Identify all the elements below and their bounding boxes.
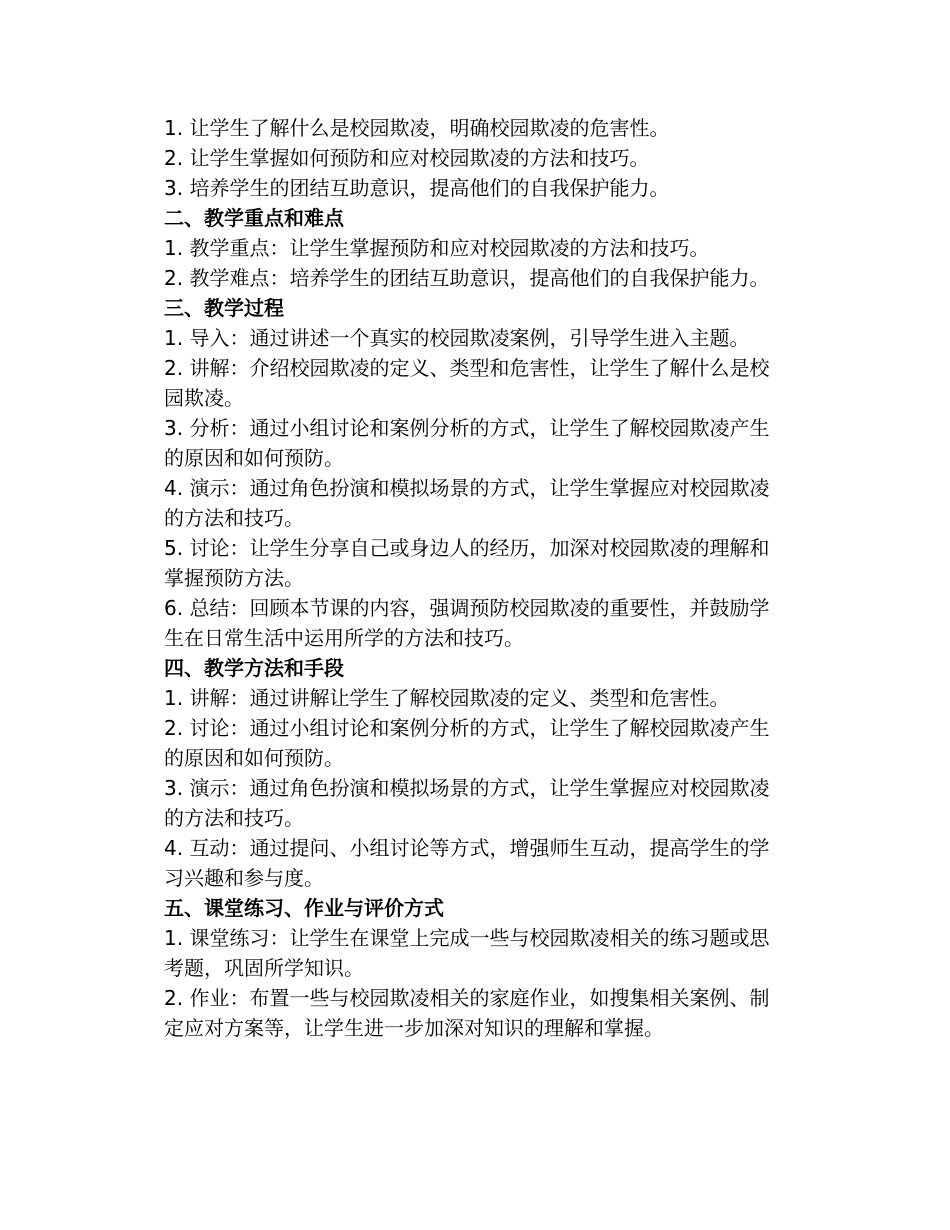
key-point-item-2: 2. 教学难点：培养学生的团结互助意识，提高他们的自我保护能力。 (164, 266, 770, 290)
document-page (164, 113, 784, 1043)
section-heading-exercises: 五、课堂练习、作业与评价方式 (164, 896, 444, 920)
method-item-3: 3. 演示：通过角色扮演和模拟场景的方式，让学生掌握应对校园欺凌的方法和技巧。 (164, 776, 770, 830)
exercise-item-2: 2. 作业：布置一些与校园欺凌相关的家庭作业，如搜集相关案例、制定应对方案等，让学生进一步加深对知识的理解和掌握。 (164, 986, 770, 1040)
process-item-5: 5. 讨论：让学生分享自己或身边人的经历，加深对校园欺凌的理解和掌握预防方法。 (164, 536, 770, 590)
section-heading-process: 三、教学过程 (164, 296, 284, 320)
process-item-6: 6. 总结：回顾本节课的内容，强调预防校园欺凌的重要性，并鼓励学生在日常生活中运用所学的方法和技巧。 (164, 596, 770, 650)
section-heading-methods: 四、教学方法和手段 (164, 656, 344, 680)
objective-item-2: 2. 让学生掌握如何预防和应对校园欺凌的方法和技巧。 (164, 146, 650, 170)
key-point-item-1: 1. 教学重点：让学生掌握预防和应对校园欺凌的方法和技巧。 (164, 236, 710, 260)
process-item-3: 3. 分析：通过小组讨论和案例分析的方式，让学生了解校园欺凌产生的原因和如何预防。 (164, 416, 770, 470)
process-item-4: 4. 演示：通过角色扮演和模拟场景的方式，让学生掌握应对校园欺凌的方法和技巧。 (164, 476, 770, 530)
objective-item-1: 1. 让学生了解什么是校园欺凌，明确校园欺凌的危害性。 (164, 116, 670, 140)
method-item-2: 2. 讨论：通过小组讨论和案例分析的方式，让学生了解校园欺凌产生的原因和如何预防。 (164, 716, 770, 770)
method-item-1: 1. 讲解：通过讲解让学生了解校园欺凌的定义、类型和危害性。 (164, 686, 730, 710)
method-item-4: 4. 互动：通过提问、小组讨论等方式，增强师生互动，提高学生的学习兴趣和参与度。 (164, 836, 770, 890)
process-item-2: 2. 讲解：介绍校园欺凌的定义、类型和危害性，让学生了解什么是校园欺凌。 (164, 356, 770, 410)
exercise-item-1: 1. 课堂练习：让学生在课堂上完成一些与校园欺凌相关的练习题或思考题，巩固所学知识。 (164, 926, 770, 980)
section-heading-key-points: 二、教学重点和难点 (164, 206, 344, 230)
process-item-1: 1. 导入：通过讲述一个真实的校园欺凌案例，引导学生进入主题。 (164, 326, 750, 350)
objective-item-3: 3. 培养学生的团结互助意识，提高他们的自我保护能力。 (164, 176, 670, 200)
